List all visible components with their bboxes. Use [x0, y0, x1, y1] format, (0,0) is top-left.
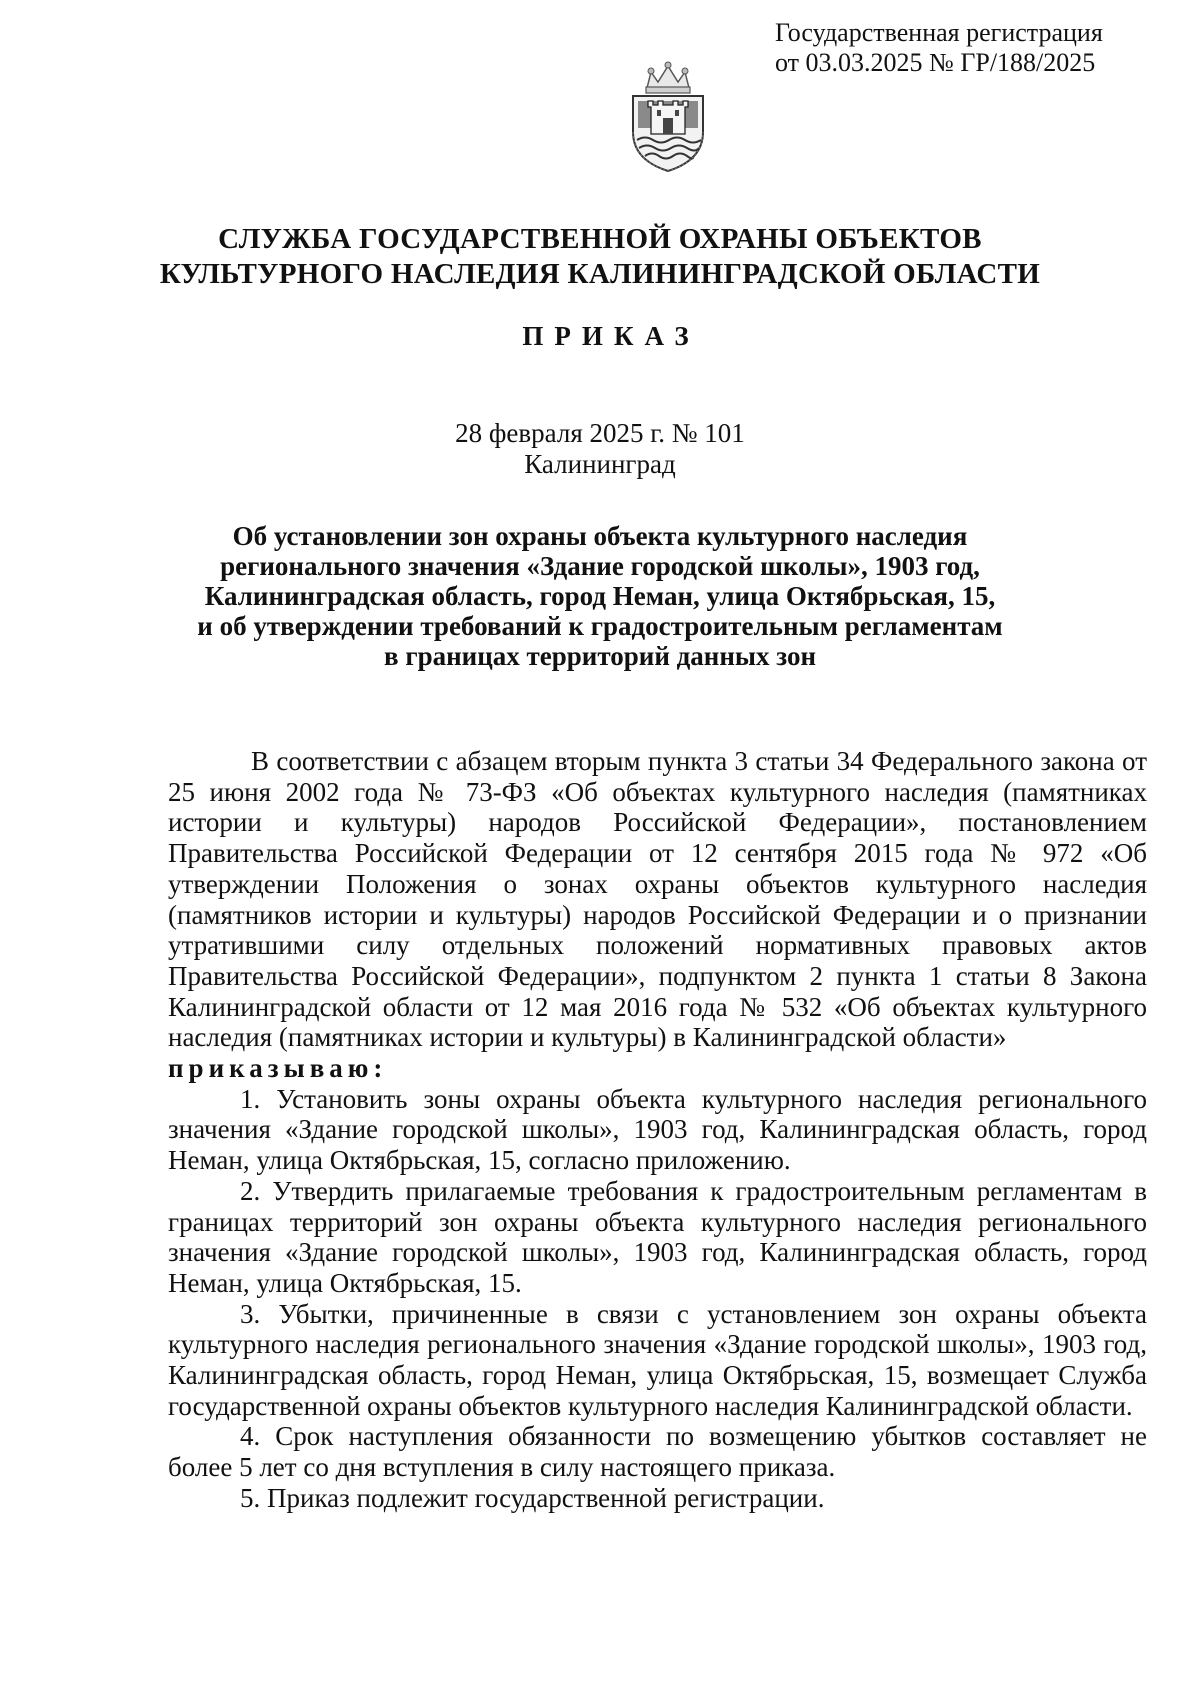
preamble-paragraph: В соответствии с абзацем вторым пункта 3 статьи 34 Федерального закона от 25 июня 2002 года № 73-ФЗ «Об объектах культурного наследия (памятниках истории и культуры) народов Российской Федерации», постановлением Правительства Российской Федерации от 12 сентября 2015 года № 972 «Об утверждении Положения о зонах охраны объектов культурного наследия (памятников истории и культуры) народов Российской Федерации и о признании утратившими силу отдельных положений нормативных правовых актов Правительства Российской Федерации», подпунктом 2 пункта 1 статьи 8 Закона Калининградской области от 12 мая 2016 года № 532 «Об объектах культурного наследия (памятниках истории и культуры) в Калининградской области» [168, 746, 1147, 1053]
registration-line-1: Государственная регистрация [775, 18, 1103, 47]
document-title [170, 521, 1030, 671]
date-and-place [350, 418, 850, 480]
date-number: 28 февраля 2025 г. № 101 [455, 418, 745, 448]
registration-stamp [775, 18, 1175, 78]
order-item-3: 3. Убытки, причиненные в связи с установлением зон охраны объекта культурного наследия регионального значения «Здание городской школы», 1903 год, Калининградская область, город Неман, улица Октябрьская, 15, возмещает Служба государственной охраны объектов культурного наследия Калининградской области. [168, 1298, 1147, 1421]
order-word: приказываю: [168, 1053, 388, 1084]
title-line-1: Об установлении зон охраны объекта культурного наследия [232, 521, 968, 551]
organization-name [150, 222, 1050, 292]
order-item-1: 1. Установить зоны охраны объекта культурного наследия регионального значения «Здание городской школы», 1903 год, Калининградская область, город Неман, улица Октябрьская, 15, согласно приложению. [168, 1083, 1147, 1176]
organization-line-2: КУЛЬТУРНОГО НАСЛЕДИЯ КАЛИНИНГРАДСКОЙ ОБЛАСТИ [159, 258, 1041, 290]
order-item-4: 4. Срок наступления обязанности по возмещению убытков составляет не более 5 лет со дня вступления в силу настоящего приказа. [168, 1421, 1147, 1483]
order-item-5: 5. Приказ подлежит государственной регистрации. [240, 1482, 825, 1513]
title-line-4: и об утверждении требований к градостроительным регламентам [197, 611, 1003, 641]
city: Калининград [524, 449, 676, 479]
title-line-2: регионального значения «Здание городской школы», 1903 год, [220, 551, 980, 581]
title-line-5: в границах территорий данных зон [384, 641, 816, 671]
kaliningrad-coat-of-arms-icon [627, 60, 709, 174]
order-word-line [168, 1053, 1147, 1084]
organization-line-1: СЛУЖБА ГОСУДАРСТВЕННОЙ ОХРАНЫ ОБЪЕКТОВ [218, 223, 982, 255]
order-item-2: 2. Утвердить прилагаемые требования к градостроительным регламентам в границах территорий зон охраны объекта культурного наследия регионального значения «Здание городской школы», 1903 год, Калининградская область, город Неман, улица Октябрьская, 15. [168, 1175, 1147, 1298]
registration-line-2: от 03.03.2025 № ГР/188/2025 [775, 48, 1096, 77]
document-body [168, 746, 1147, 1514]
title-line-3: Калининградская область, город Неман, улица Октябрьская, 15, [204, 581, 996, 611]
document-type-heading: ПРИКАЗ [522, 321, 700, 351]
